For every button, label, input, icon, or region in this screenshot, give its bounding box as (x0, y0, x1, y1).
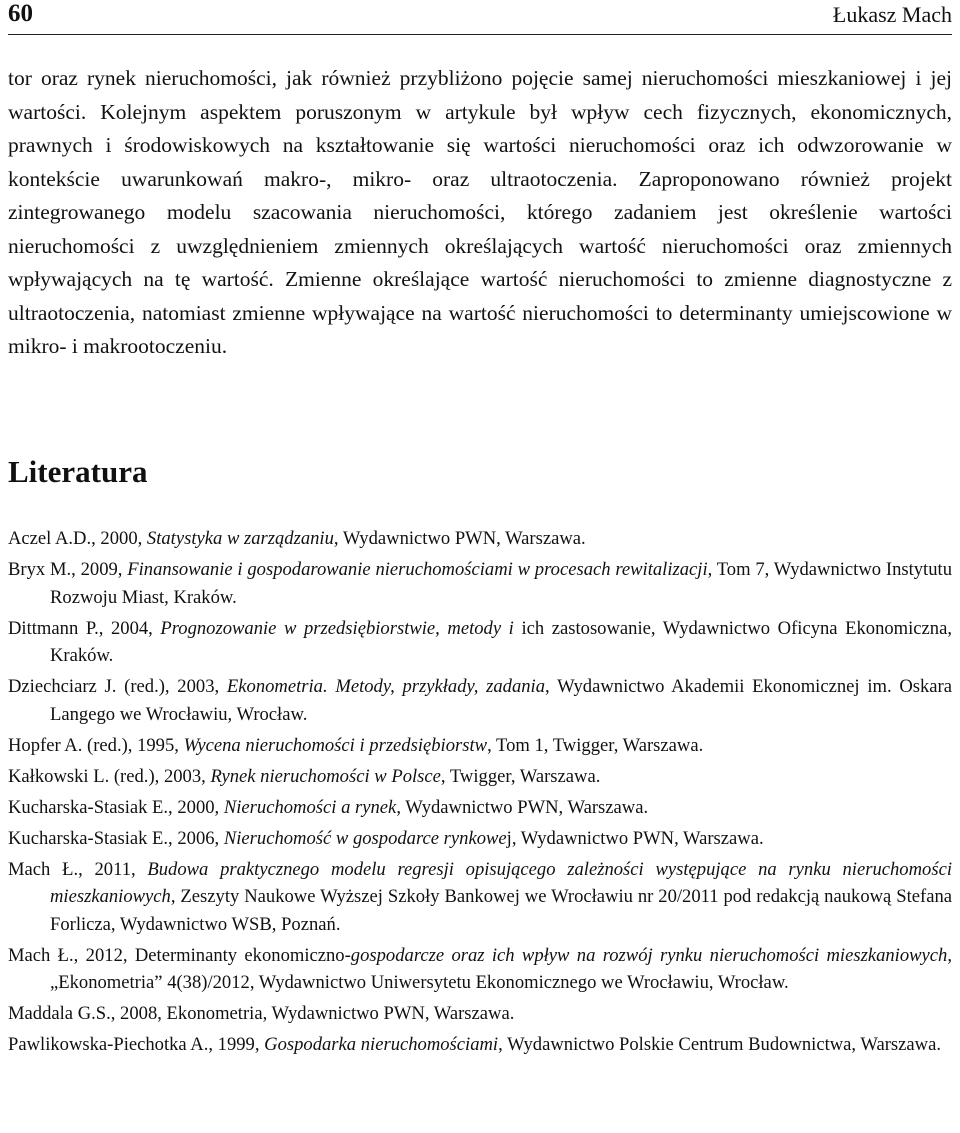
reference-title: Nieruchomość w gospodarce rynkowe (223, 827, 507, 849)
reference-item (8, 525, 952, 553)
reference-item (8, 856, 952, 939)
reference-title: gospodarcze oraz ich wpływ na rozwój rynku nieruchomości mieszkaniowych (350, 944, 948, 966)
reference-item (8, 732, 952, 760)
reference-item (8, 1000, 952, 1028)
reference-text: Hopfer A. (red.), 1995, (8, 734, 184, 756)
reference-text: , Wydawnictwo Akademii Ekonomicznej im. Oskara Langego we Wrocławiu, Wrocław. (50, 676, 952, 725)
reference-text: , Twigger, Warszawa. (440, 765, 601, 787)
reference-text: Aczel A.D., 2000, (8, 528, 147, 549)
reference-text: Dittmann P., 2004, (8, 617, 161, 639)
reference-title: Wycena nieruchomości i przedsiębiorstw (183, 734, 488, 756)
reference-item (8, 825, 952, 853)
reference-text: , „Ekonometria” 4(38)/2012, Wydawnictwo Uniwersytetu Ekonomicznego we Wrocławiu, Wrocław. (50, 944, 952, 993)
body-paragraph: tor oraz rynek nieruchomości, jak również przybliżono pojęcie samej nieruchomości mieszkaniowej i jej wartości. Kolejnym aspektem poruszonym w artykule był wpływ cech fizycznych, ekonomicznych, prawnych i środowiskowych na kształtowanie się wartości nieruchomości oraz ich odwzorowanie w kontekście uwarunkowań makro-, mikro- oraz ultraotoczenia. Zaproponowano również projekt zintegrowanego modelu szacowania nieruchomości, którego zadaniem jest określenie wartości nieruchomości z uwzględnieniem zmiennych określających wartość nieruchomości oraz zmiennych wpływających na tę wartość. Zmienne określające wartość nieruchomości to zmienne diagnostyczne z ultraotoczenia, natomiast zmienne wpływające na wartość nieruchomości to determinanty umiejscowione w mikro- i makrootoczeniu. (8, 66, 952, 358)
reference-text: , Wydawnictwo PWN, Warszawa. (396, 796, 649, 818)
reference-title: Budowa praktycznego modelu regresji opisującego zależności występujące na rynku nieruchomości mieszkaniowych (50, 858, 952, 907)
page-header (8, 0, 952, 35)
reference-item (8, 763, 952, 791)
reference-text: j, Wydawnictwo PWN, Warszawa. (506, 827, 764, 849)
reference-text: Dziechciarz J. (red.), 2003, (8, 676, 227, 697)
reference-text: Mach Ł., 2011, (8, 858, 148, 880)
reference-text: Kucharska-Stasiak E., 2006, (8, 827, 224, 849)
page-number: 60 (8, 0, 33, 27)
reference-text: Pawlikowska-Piechotka A., 1999, (8, 1034, 265, 1055)
reference-text: , Wydawnictwo PWN, Warszawa. (333, 528, 586, 549)
reference-title: Rynek nieruchomości w Polsce (210, 765, 441, 787)
reference-text: Maddala G.S., 2008, Ekonometria, Wydawnictwo PWN, Warszawa. (8, 1003, 515, 1024)
reference-text: , Tom 7, Wydawnictwo Instytutu Rozwoju Miast, Kraków. (50, 559, 952, 608)
reference-text: Bryx M., 2009, (8, 559, 128, 580)
reference-text: , Tom 1, Twigger, Warszawa. (487, 734, 704, 756)
reference-text: Kałkowski L. (red.), 2003, (8, 765, 211, 787)
reference-title: Prognozowanie w przedsiębiorstwie, metody i (160, 617, 514, 639)
reference-title: Gospodarka nieruchomościami (264, 1034, 499, 1055)
reference-list (8, 525, 952, 1062)
reference-title: Statystyka w zarządzaniu (146, 528, 334, 549)
reference-item (8, 1031, 952, 1059)
reference-text: Mach Ł., 2012, Determinanty ekonomiczno- (8, 944, 351, 966)
reference-text: ich zastosowanie, Wydawnictwo Oficyna Ekonomiczna, Kraków. (50, 617, 953, 666)
reference-text: , Zeszyty Naukowe Wyższej Szkoły Bankowej we Wrocławiu nr 20/2011 pod redakcją naukową Stefana Forlicza, Wydawnictwo WSB, Poznań. (50, 886, 952, 935)
running-header-author: Łukasz Mach (832, 2, 952, 27)
reference-title: Nieruchomości a rynek (223, 796, 397, 818)
literature-heading: Literatura (8, 454, 148, 489)
reference-item (8, 942, 952, 997)
reference-item (8, 556, 952, 611)
reference-text: Kucharska-Stasiak E., 2000, (8, 796, 224, 818)
reference-text: , Wydawnictwo Polskie Centrum Budownictwa, Warszawa. (498, 1034, 941, 1055)
reference-title: Ekonometria. Metody, przykłady, zadania (226, 676, 546, 697)
reference-item (8, 794, 952, 822)
reference-item (8, 615, 952, 670)
reference-item (8, 673, 952, 728)
reference-title: Finansowanie i gospodarowanie nieruchomościami w procesach rewitalizacji (127, 559, 708, 580)
